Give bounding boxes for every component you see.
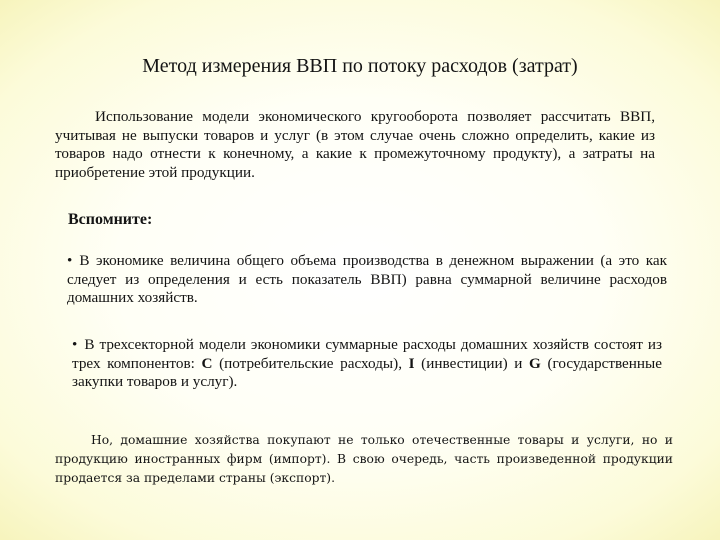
slide-title: Метод измерения ВВП по потоку расходов (затрат) bbox=[142, 55, 578, 77]
bullet-icon: • bbox=[67, 252, 73, 269]
bullet-text-2-part: В трехсекторной модели экономики суммарные расходы домашних хозяйств состоят из трех компонентов: bbox=[72, 336, 662, 372]
intro-paragraph: Использование модели экономического кругооборота позволяет рассчитать ВВП, учитывая не выпуски товаров и услуг (в этом случае очень сложно определить, какие из товаров надо отнести к конечному, а какие к промежуточному продукту), а затраты на приобретение этой продукции. bbox=[55, 108, 655, 181]
bullet-text-2-part: (инвестиции) и bbox=[414, 354, 530, 372]
bullet-text-2-part: (государственные закупки товаров и услуг). bbox=[72, 354, 662, 391]
consumption-letter: С bbox=[201, 354, 213, 372]
bullet-text-1: В экономике величина общего объема производства в денежном выражении (а это как следует из определения и есть показатель ВВП) равна суммарной величине расходов домашних хозяйств. bbox=[67, 252, 667, 307]
remember-heading: Вспомните: bbox=[68, 211, 153, 228]
bullet-icon: • bbox=[72, 336, 78, 353]
government-letter: G bbox=[529, 354, 541, 372]
bullet-item-2 bbox=[72, 336, 662, 392]
closing-paragraph: Но, домашние хозяйства покупают не только отечественные товары и услуги, но и продукцию иностранных фирм (импорт). В свою очередь, часть произведенной продукции продается за пределами страны (экспорт). bbox=[55, 433, 673, 485]
investment-letter: I bbox=[408, 354, 415, 372]
bullet-item-1 bbox=[67, 252, 667, 308]
bullet-text-2-part: (потребительские расходы), bbox=[212, 354, 409, 372]
